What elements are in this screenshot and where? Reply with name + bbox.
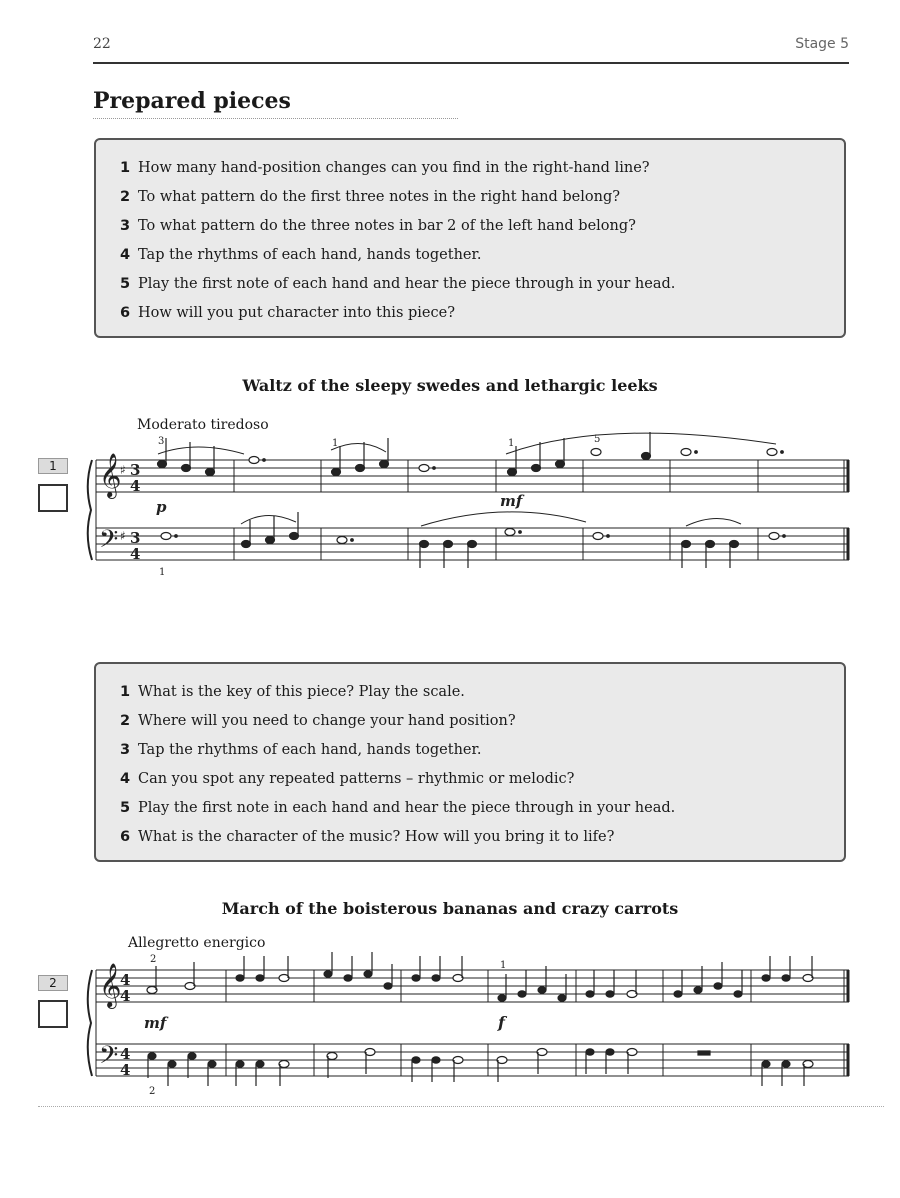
dynamic-mark: p [156,498,167,516]
fingering-mark: 1 [508,438,515,449]
question-item [120,678,820,707]
piece-2-tempo: Allegretto energico [128,935,266,951]
question-item [120,212,820,241]
question-text: Play the first note in each hand and hear the piece through in your head. [138,800,676,816]
fingering-mark: 3 [158,436,165,447]
question-item [120,241,820,270]
question-number: 2 [120,713,131,729]
question-item [120,736,820,765]
svg-text:4: 4 [120,987,131,1005]
page-header [93,34,849,64]
svg-text:♯: ♯ [120,529,126,543]
question-number: 1 [120,684,131,700]
question-number: 6 [120,829,131,845]
footer-divider [38,1106,884,1107]
question-item [120,270,820,299]
svg-text:3: 3 [130,461,141,479]
dynamic-mark: f [498,1013,505,1032]
piece-2-score [86,950,856,1100]
piece-1-number: 1 [38,458,68,474]
dynamic-mark: mf [144,1014,167,1032]
svg-text:♯: ♯ [120,463,126,477]
piece-2-checkbox[interactable] [38,1000,68,1028]
fingering-mark: 1 [500,960,507,971]
svg-text:𝄞: 𝄞 [99,963,122,1007]
svg-text:4: 4 [120,1045,131,1063]
fingering-mark: 2 [149,1086,156,1097]
question-number: 3 [120,742,131,758]
question-item [120,707,820,736]
question-number: 1 [120,160,131,176]
svg-text:𝄢: 𝄢 [99,1041,119,1076]
question-number: 4 [120,247,131,263]
question-number: 5 [120,276,131,292]
question-item [120,823,820,852]
svg-text:3: 3 [130,529,141,547]
fingering-mark: 1 [332,438,339,449]
question-text: How many hand-position changes can you find in the right-hand line? [138,160,650,176]
question-number: 5 [120,800,131,816]
question-number: 3 [120,218,131,234]
page-number: 22 [93,36,111,52]
svg-text:𝄢: 𝄢 [99,525,119,560]
question-text: What is the character of the music? How will you bring it to life? [138,829,615,845]
stage-label: Stage 5 [795,36,849,52]
fingering-mark: 2 [150,954,157,965]
svg-text:4: 4 [120,971,131,989]
question-item [120,299,820,328]
fingering-mark: 5 [594,434,601,445]
fingering-mark: 1 [159,567,166,578]
question-text: To what pattern do the first three notes in the right hand belong? [138,189,621,205]
question-number: 2 [120,189,131,205]
question-number: 6 [120,305,131,321]
piece-1-checkbox[interactable] [38,484,68,512]
svg-text:4: 4 [120,1061,131,1079]
question-text: Play the first note of each hand and hear the piece through in your head. [138,276,676,292]
piece-2-number: 2 [38,975,68,991]
question-text: Tap the rhythms of each hand, hands together. [138,247,482,263]
piece-1-tempo: Moderato tiredoso [137,417,269,433]
question-box-1 [94,138,846,338]
question-text: What is the key of this piece? Play the scale. [138,684,465,700]
piece-2-title: March of the boisterous bananas and crazy carrots [221,899,679,918]
question-number: 4 [120,771,131,787]
question-text: How will you put character into this piece? [138,305,455,321]
piece-1-score [86,430,856,600]
question-box-2 [94,662,846,862]
question-text: Can you spot any repeated patterns – rhythmic or melodic? [138,771,575,787]
svg-text:𝄞: 𝄞 [99,453,122,497]
svg-text:4: 4 [130,545,141,563]
question-text: To what pattern do the three notes in bar 2 of the left hand belong? [138,218,636,234]
question-text: Tap the rhythms of each hand, hands together. [138,742,482,758]
section-title: Prepared pieces [93,88,458,119]
piece-1-title: Waltz of the sleepy swedes and lethargic leeks [242,376,658,395]
question-item [120,794,820,823]
dynamic-mark: mf [500,492,523,510]
question-item [120,765,820,794]
question-item [120,154,820,183]
svg-text:4: 4 [130,477,141,495]
question-text: Where will you need to change your hand position? [138,713,516,729]
question-item [120,183,820,212]
